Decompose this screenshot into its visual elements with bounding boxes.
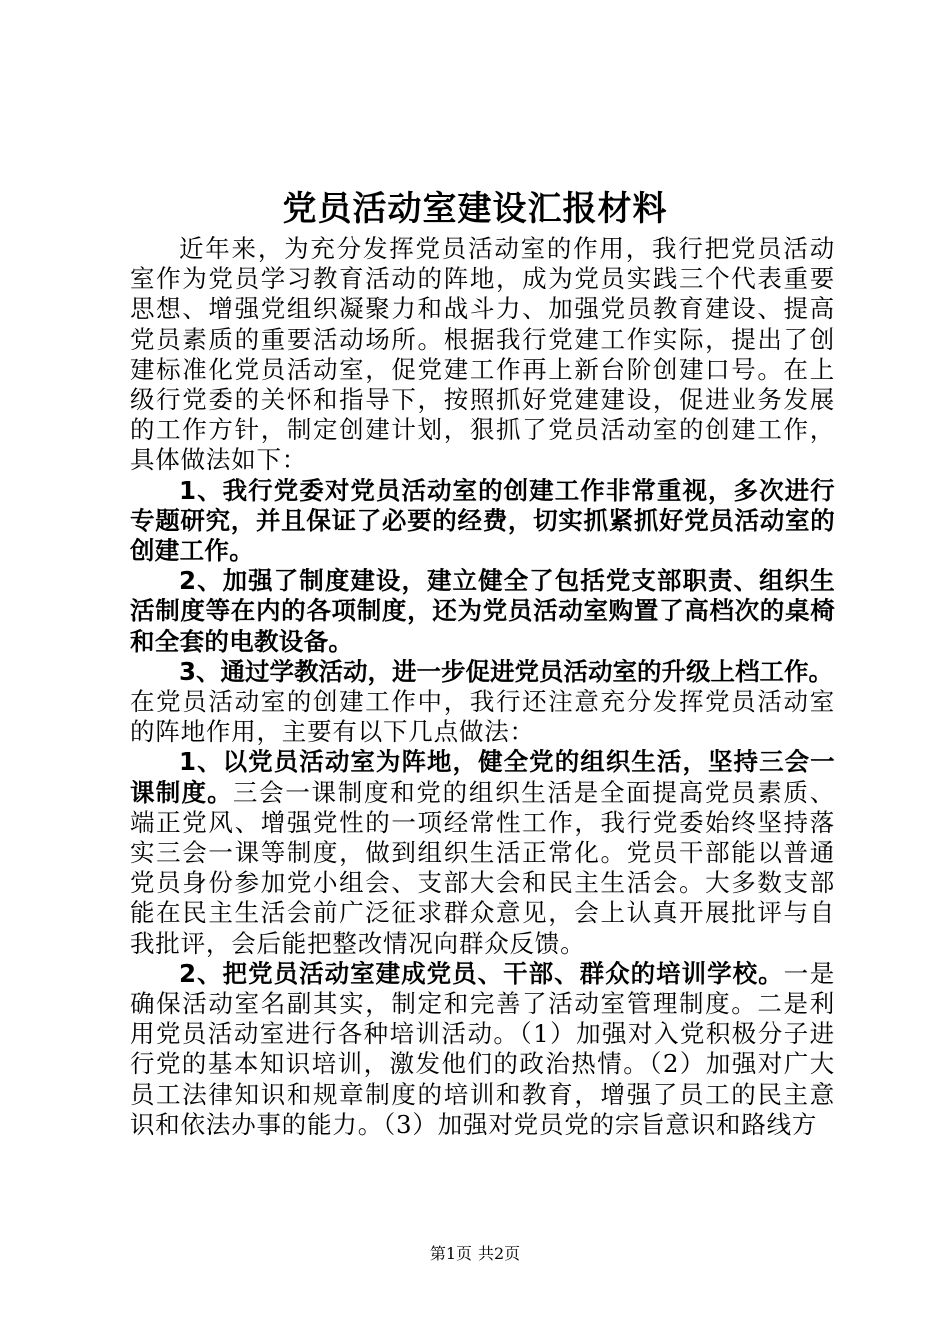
page-footer xyxy=(0,1243,950,1265)
paragraph-text: 一是确保活动室名副其实，制定和完善了活动室管理制度。二是利用党员活动室进行各种培训活动。（1）加强对入党积极分子进行党的基本知识培训，激发他们的政治热情。（2）加强对广大员工法律知识和规章制度的培训和教育，增强了员工的民主意识和依法办事的能力。（3）加强对党员党的宗旨意识和路线方 xyxy=(130,958,836,1139)
paragraph-practice-2 xyxy=(130,959,835,1140)
paragraph-item-3 xyxy=(130,657,835,687)
paragraph-lead: 1、以党员活动室为阵地，健全党的组织生活，坚持三会一课制度。 xyxy=(130,747,835,807)
paragraph-practice-1 xyxy=(130,747,835,958)
page-count: 共2页 xyxy=(478,1244,521,1263)
paragraph-lead: 2、加强了制度建设，建立健全了包括党支部职责、组织生活制度等在内的各项制度，还为党员活动室购置了高档次的桌椅和全套的电教设备。 xyxy=(130,566,835,656)
paragraph-text: 三会一课制度和党的组织生活是全面提高党员素质、端正党风、增强党性的一项经常性工作，我行党委始终坚持落实三会一课等制度，做到组织生活正常化。党员干部能以普通党员身份参加党小组会、支部大会和民主生活会。大多数支部能在民主生活会前广泛征求群众意见，会上认真开展批评与自我批评，会后能把整改情况向群众反馈。 xyxy=(130,777,835,958)
paragraph-item-1 xyxy=(130,476,835,567)
paragraph-intro xyxy=(130,234,835,476)
paragraph-transition xyxy=(130,687,835,747)
page-number: 第1页 xyxy=(429,1244,472,1263)
paragraph-lead: 2、把党员活动室建成党员、干部、群众的培训学校。 xyxy=(179,958,784,988)
document-body xyxy=(130,234,835,1140)
paragraph-item-2 xyxy=(130,566,835,657)
paragraph-lead: 3、通过学教活动，进一步促进党员活动室的升级上档工作。 xyxy=(179,656,834,686)
document-title: 党员活动室建设汇报材料 xyxy=(282,189,668,229)
paragraph-text: 近年来，为充分发挥党员活动室的作用，我行把党员活动室作为党员学习教育活动的阵地，成为党员实践三个代表重要思想、增强党组织凝聚力和战斗力、加强党员教育建设、提高党员素质的重要活动场所。根据我行党建工作实际，提出了创建标准化党员活动室，促党建工作再上新台阶创建口号。在上级行党委的关怀和指导下，按照抓好党建建设，促进业务发展的工作方针，制定创建计划，狠抓了党员活动室的创建工作，具体做法如下： xyxy=(130,234,835,475)
paragraph-lead: 1、我行党委对党员活动室的创建工作非常重视，多次进行专题研究，并且保证了必要的经费，切实抓紧抓好党员活动室的创建工作。 xyxy=(130,475,835,566)
paragraph-text: 在党员活动室的创建工作中，我行还注意充分发挥党员活动室的阵地作用，主要有以下几点做法： xyxy=(130,687,835,747)
